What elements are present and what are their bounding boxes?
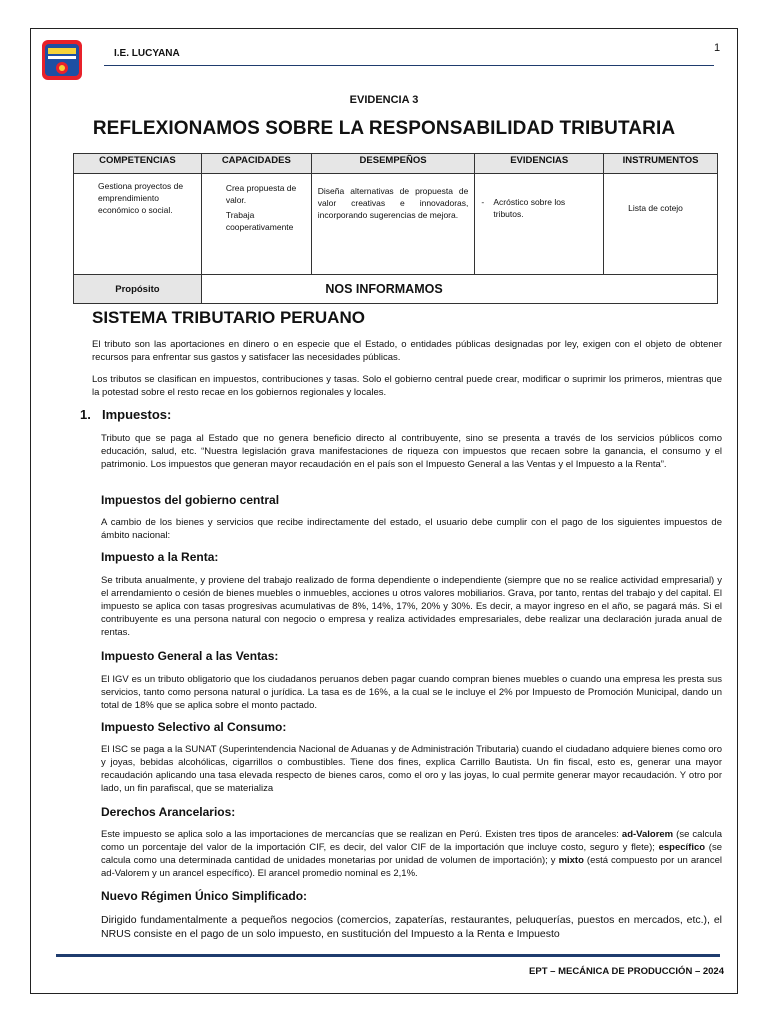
col-header-capacidades: CAPACIDADES: [201, 154, 311, 174]
cell-competencia: Gestiona proyectos de emprendimiento económico o social.: [74, 174, 202, 275]
intro-paragraph-2: Los tributos se clasifican en impuestos, contribuciones y tasas. Solo el gobierno central puede crear, modificar o suprimir los primeros, mientras que la potestad sobre el resto recae en los gobiernos regionales y locales.: [92, 374, 722, 398]
paragraph-impuestos: Tributo que se paga al Estado que no genera beneficio directo al contribuyente, sino se presenta a través de los servicios públicos como educación, salud, etc. “Nuestra legislación grava manifestaciones de riqueza con impuestos que recaen sobre la ganancia, el consumo y el patrimonio. Los impuestos que generan mayor recaudación en el país son el Impuesto General a las Ventas y el Impuesto a la Renta”.: [101, 433, 722, 470]
bullet-dash: -: [481, 197, 485, 207]
cell-instrumento: Lista de cotejo: [604, 174, 718, 275]
header-rule: [104, 65, 714, 66]
paragraph-aranceles: Este impuesto se aplica solo a las importaciones de mercancías que se realizan en Perú. Existen tres tipos de aranceles: ad-Valorem (se calcula como un porcentaje del valor de la importación CIF, es decir, del valor CIF de la importación que incluye costo, seguro y flete); específico (se calcula como una determinada cantidad de unidades monetarias por unidad de volumen de importación); y mixto (está compuesto por un arancel ad-Valorem y un arancel específico). El arancel promedio nominal es 2,1%.: [101, 829, 722, 879]
page-number: 1: [714, 42, 721, 54]
capacidad-1: Crea propuesta de valor.: [225, 183, 297, 205]
capacidad-2: Trabaja cooperativamente: [225, 210, 294, 232]
heading-renta: Impuesto a la Renta:: [101, 550, 219, 564]
footer-text: EPT – MECÁNICA DE PRODUCCIÓN – 2024: [529, 966, 724, 977]
evidence-label: EVIDENCIA 3: [349, 94, 419, 106]
paragraph-igv: El IGV es un tributo obligatorio que los ciudadanos peruanos deben pagar cuando compran bienes muebles o cuando una empresa les presta sus servicios, tanto como persona natural o jurídica. La tasa es de 16%, a la cual se le incluye el 2% por Impuesto de Promoción Municipal, dando un total de 18% que se aplica sobre el monto pactado.: [101, 674, 722, 711]
paragraph-isc: El ISC se paga a la SUNAT (Superintendencia Nacional de Aduanas y de Administración Tributaria) cuando el ciudadano adquiere bienes como oro y joyas, bebidas alcohólicas, cigarrillos o combustibles. Tiene dos fines, explica Carrillo Bautista. Un fin fiscal, esto es, generar una mayor recaudación aplicando una tasa elevada respecto de bienes caros, como el oro y las joyas, lo cual permite generar mayor recaudación. Y otro por lado, un fin parafiscal, que se materializa: [101, 744, 722, 794]
heading-igv: Impuesto General a las Ventas:: [101, 649, 279, 663]
system-title: SISTEMA TRIBUTARIO PERUANO: [92, 308, 365, 327]
col-header-competencias: COMPETENCIAS: [74, 154, 202, 174]
col-header-evidencias: EVIDENCIAS: [475, 154, 604, 174]
heading-gobierno-central: Impuestos del gobierno central: [101, 493, 280, 507]
col-header-desempenos: DESEMPEÑOS: [311, 154, 475, 174]
section-title: NOS INFORMAMOS: [325, 282, 443, 296]
heading-impuestos: 1. Impuestos:: [80, 407, 172, 422]
intro-paragraph-1: El tributo son las aportaciones en dinero o en especie que el Estado, o entidades públicas designadas por ley, exigen con el objeto de obtener recursos para enfrentar sus gastos y satisfacer las necesidades públicas.: [92, 339, 722, 363]
heading-isc: Impuesto Selectivo al Consumo:: [101, 720, 287, 734]
heading-nrus: Nuevo Régimen Único Simplificado:: [101, 889, 308, 903]
col-header-instrumentos: INSTRUMENTOS: [604, 154, 718, 174]
footer-rule: [56, 954, 720, 957]
proposito-label: Propósito: [74, 275, 202, 304]
paragraph-renta: Se tributa anualmente, y proviene del trabajo realizado de forma dependiente o independiente (siempre que no se realice actividad empresarial) y el arrendamiento o cesión de bienes muebles o inmuebles, acciones u otros valores mobiliarios. Grava, por tanto, rentas del trabajo y del capital. El impuesto se aplica con tasas progresivas acumulativas de 8%, 14%, 17%, 20% y 30%. Es decir, a mayor ingreso en el año, se pagará más. Si el contribuyente es una persona natural con negocio o empresa y realiza actividades empresariales, debe realizar una declaración jurada anual de rentas.: [101, 575, 722, 638]
cell-desempeno: Diseña alternativas de propuesta de valor creativas e innovadoras, incorporando sugerencias de mejora.: [311, 174, 475, 275]
heading-aranceles: Derechos Arancelarios:: [101, 805, 236, 819]
page-title: REFLEXIONAMOS SOBRE LA RESPONSABILIDAD TRIBUTARIA: [92, 118, 676, 139]
cell-evidencia: - Acróstico sobre los tributos.: [475, 174, 604, 275]
school-logo-icon: [40, 38, 84, 82]
paragraph-nrus: Dirigido fundamentalmente a pequeños negocios (comercios, zapaterías, restaurantes, peluquerías, puestos en mercados, etc.), el NRUS consiste en el pago de un solo impuesto, en sustitución del Impuesto a la Renta e Impuesto: [101, 914, 722, 940]
paragraph-gobierno-central: A cambio de los bienes y servicios que recibe indirectamente del estado, el usuario debe cumplir con el pago de los siguientes impuestos de ámbito nacional:: [101, 517, 722, 541]
cell-capacidades: [201, 174, 311, 275]
school-name: I.E. LUCYANA: [114, 48, 180, 59]
